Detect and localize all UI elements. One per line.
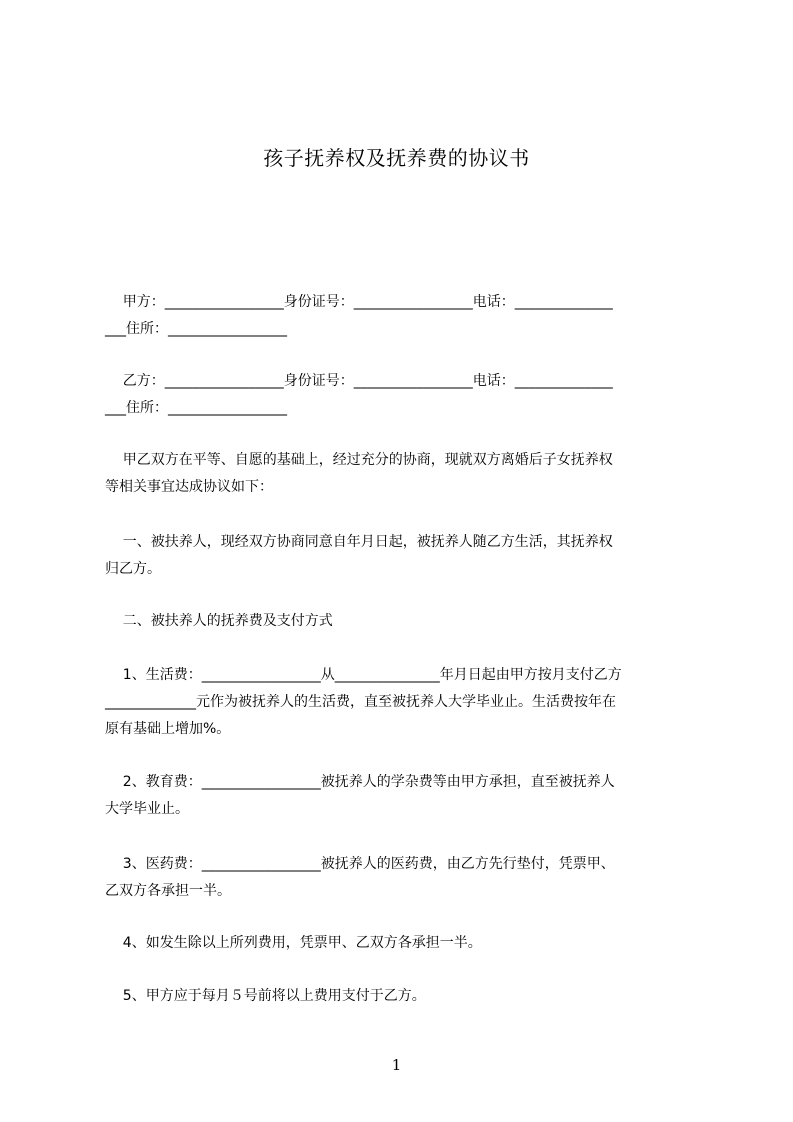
item-5: 5、甲方应于每月５号前将以上费用支付于乙方。 [105,988,426,1004]
intro-line-1: 甲乙双方在平等、自愿的基础上，经过充分的协商，现就双方离婚后子女抚养权 [105,452,613,468]
clause-2-heading: 二、被扶养人的抚养费及支付方式 [105,613,333,629]
clause-1-line-2: 归乙方。 [105,561,161,577]
item-2-line-1: 2、教育费：_________________被抚养人的学杂费等由甲方承担，直至被抚养人 [105,774,615,790]
party-a-line-1: 甲方：_________________身份证号：_________________电话：______________ [105,294,613,310]
clause-1-line-1: 一、被扶养人，现经双方协商同意自年月日起，被抚养人随乙方生活，其抚养权 [105,534,613,550]
item-1-line-2: _____________元作为被抚养人的生活费，直至被抚养人大学毕业止。生活费按年在 [105,694,616,710]
party-b-line-2: ___住所：_________________ [105,400,287,416]
page-number: 1 [391,1056,402,1074]
item-3-line-2: 乙双方各承担一半。 [105,883,231,899]
item-4: 4、如发生除以上所列费用，凭票甲、乙双方各承担一半。 [105,935,482,951]
intro-line-2: 等相关事宜达成协议如下： [105,479,273,495]
party-a-line-2: ___住所：_________________ [105,321,287,337]
item-1-line-3: 原有基础上增加%。 [105,721,231,737]
page-title: 孩子抚养权及抚养费的协议书 [263,146,530,170]
item-2-line-2: 大学毕业止。 [105,801,189,817]
item-1-line-1: 1、生活费：_________________从_______________年月日起由甲方按月支付乙方 [105,667,622,683]
item-3-line-1: 3、医药费：_________________被抚养人的医药费，由乙方先行垫付，凭票甲、 [105,856,615,872]
party-b-line-1: 乙方：_________________身份证号：_________________电话：______________ [105,373,613,389]
